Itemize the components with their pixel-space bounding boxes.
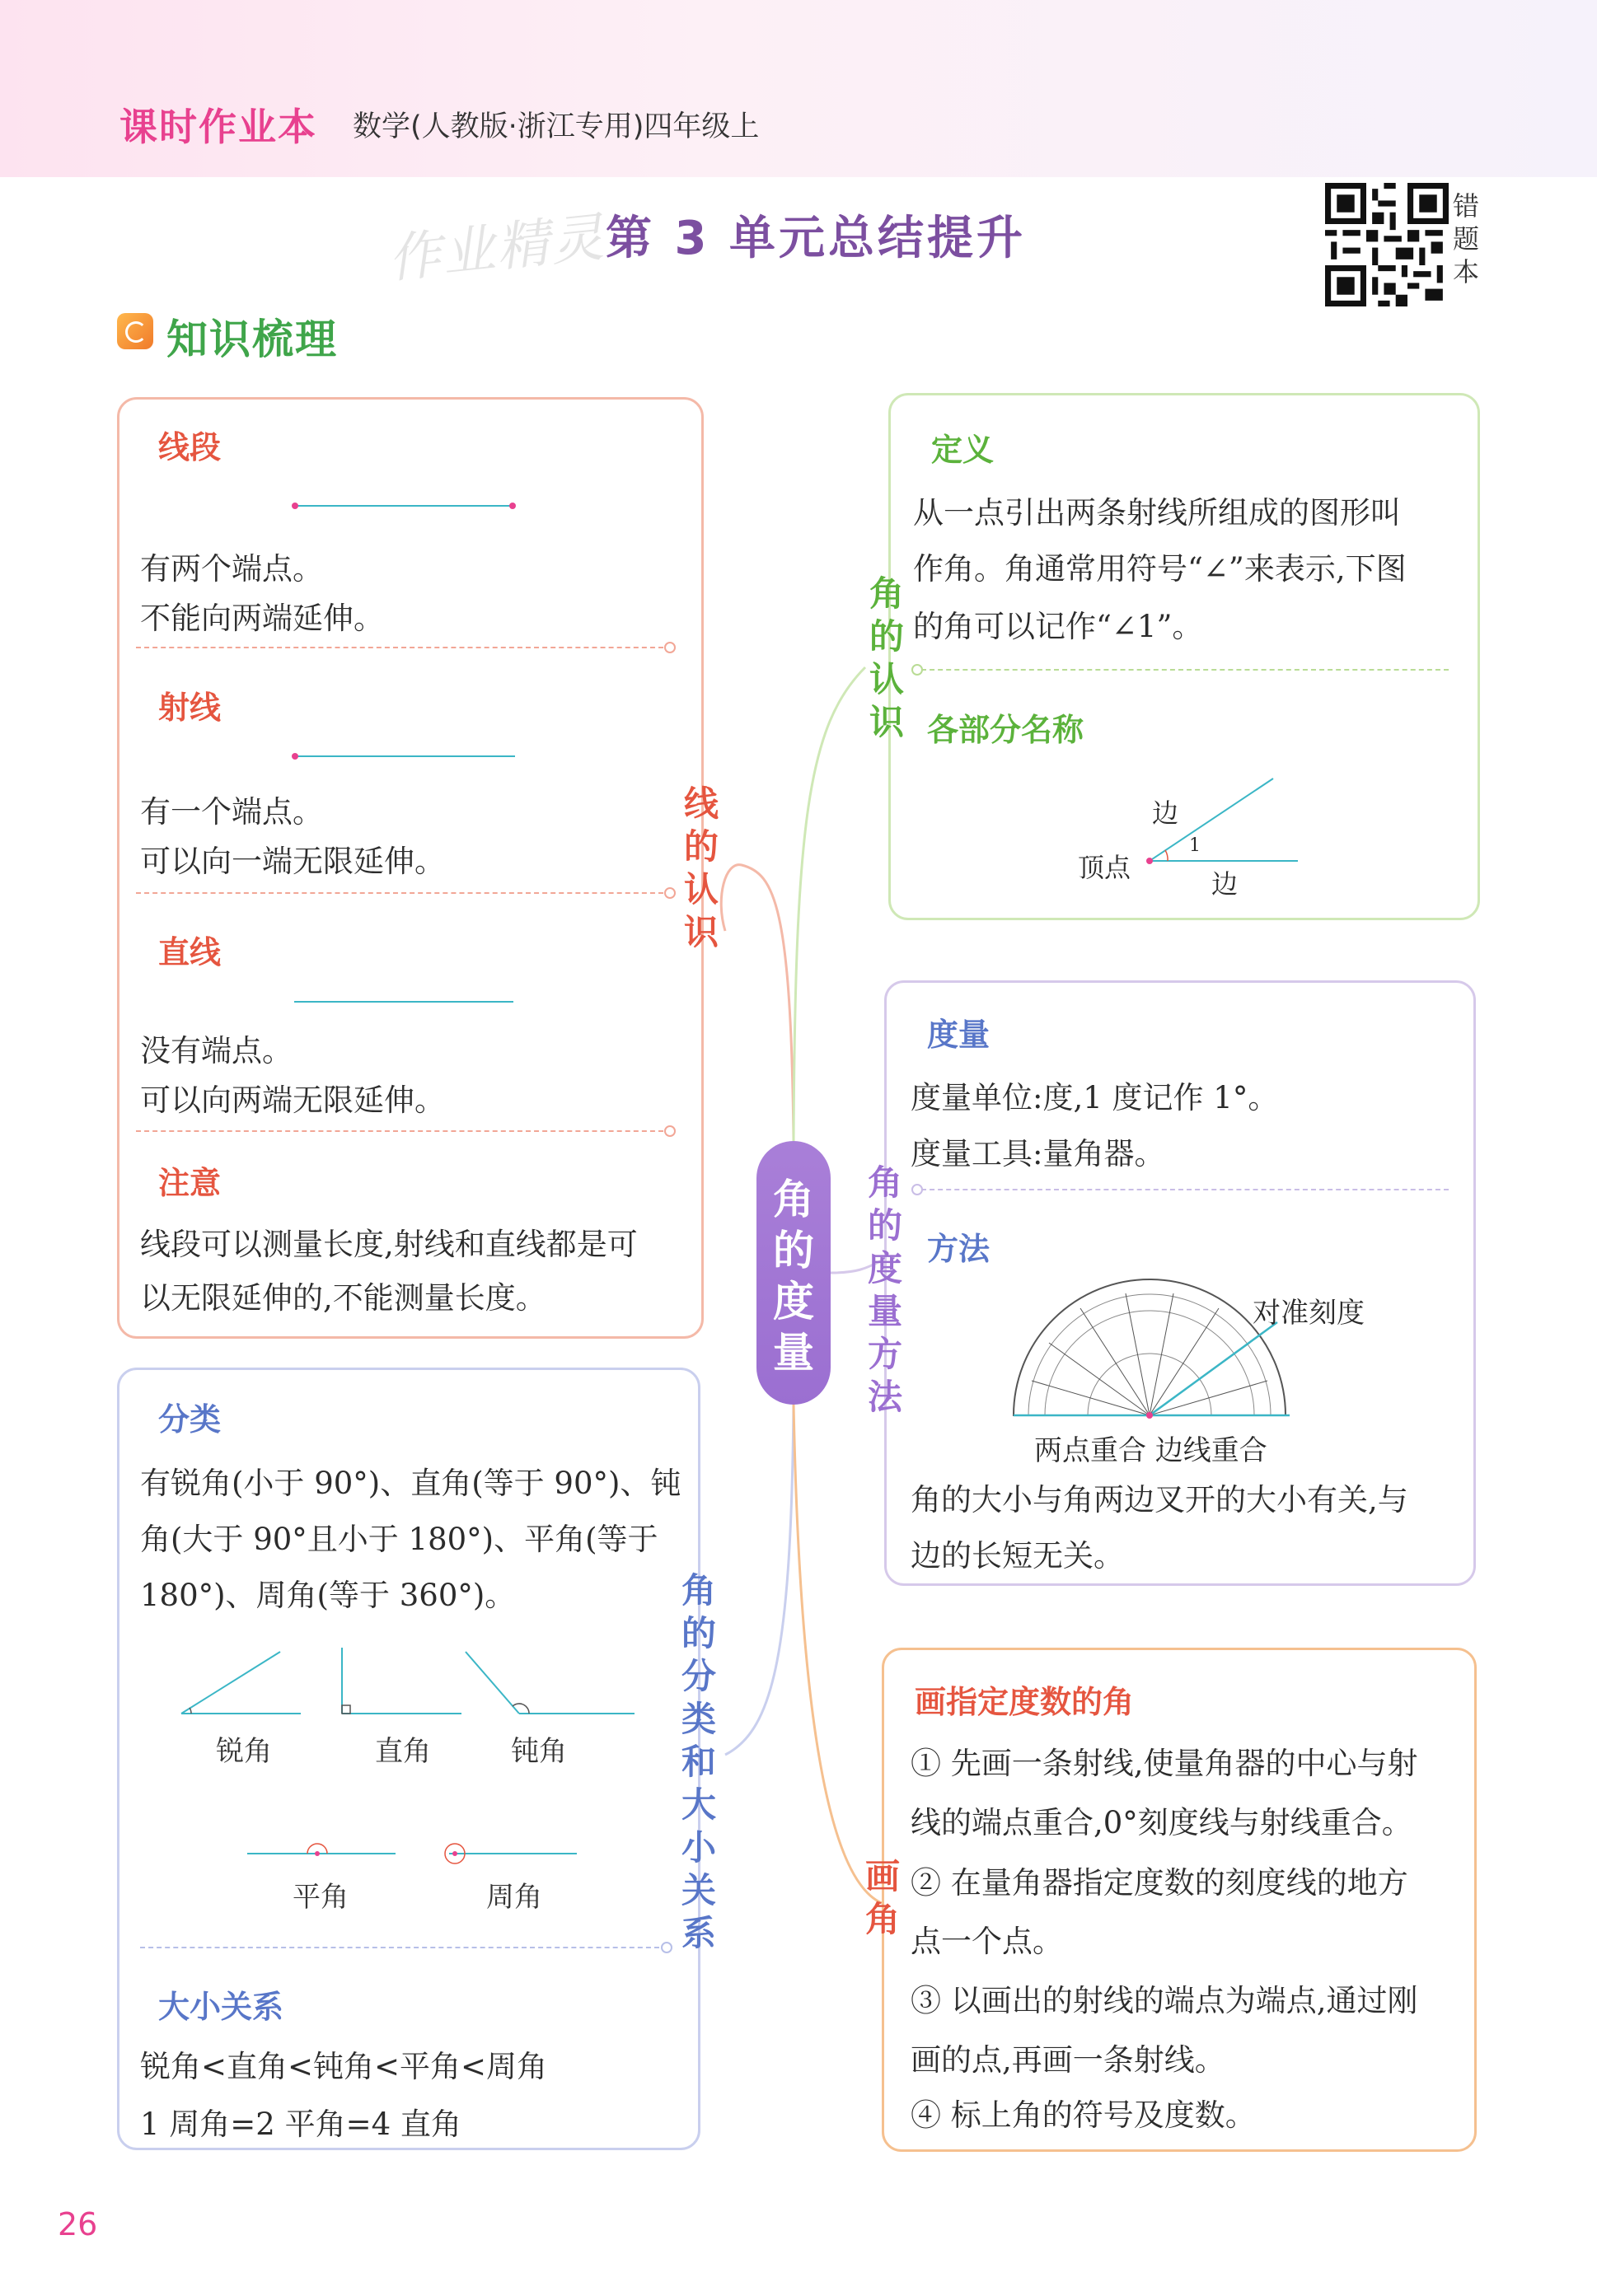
branch-classify-label: 角的分类和大小关系	[681, 1570, 716, 1953]
segment-text-1: 有两个端点。	[140, 551, 323, 587]
note-text-1: 线段可以测量长度,射线和直线都是可	[140, 1227, 638, 1262]
note-title: 注意	[158, 1165, 222, 1201]
align-label: 对准刻度	[1253, 1297, 1365, 1330]
watermark: 作业精灵	[385, 207, 608, 291]
acute-label: 锐角	[216, 1735, 272, 1768]
divider	[136, 892, 663, 894]
side-label-bottom: 边	[1211, 868, 1239, 900]
page-number: 26	[58, 2206, 98, 2242]
relation-text-1: 锐角<直角<钝角<平角<周角	[140, 2049, 548, 2084]
segment-text-2: 不能向两端延伸。	[140, 601, 384, 636]
segment-figure	[288, 498, 519, 514]
straight-angle-label: 平角	[293, 1881, 349, 1914]
draw-step-4: ④ 标上角的符号及度数。	[911, 2097, 1256, 2133]
line-title: 直线	[158, 934, 222, 970]
divider	[136, 1130, 663, 1132]
angle-types-figure	[173, 1648, 643, 1722]
relation-text-2: 1 周角=2 平角=4 直角	[140, 2107, 461, 2142]
segment-title: 线段	[158, 429, 222, 465]
measure-conclusion-1: 角的大小与角两边叉开的大小有关,与	[911, 1482, 1408, 1517]
ray-figure	[288, 748, 519, 765]
book-info: 数学(人教版·浙江专用)四年级上	[353, 110, 760, 143]
method-title: 方法	[927, 1231, 991, 1267]
draw-step-3a: ③ 以画出的射线的端点为端点,通过刚	[911, 1983, 1418, 2018]
coincide-label: 两点重合 边线重合	[1034, 1434, 1267, 1467]
ray-text-2: 可以向一端无限延伸。	[140, 844, 445, 879]
unit-title: 第 3 单元总结提升	[606, 212, 1026, 265]
branch-angle-intro-label: 角的认识	[869, 573, 904, 742]
line-text-1: 没有端点。	[140, 1033, 293, 1069]
round-angle-label: 周角	[486, 1881, 542, 1914]
protractor-figure	[1005, 1277, 1294, 1425]
side-label-top: 边	[1152, 797, 1179, 829]
draw-title: 画指定度数的角	[915, 1684, 1135, 1720]
divider-dot	[664, 642, 676, 653]
brand-title: 课时作业本	[119, 105, 317, 149]
straight-round-figure	[239, 1835, 585, 1868]
line-figure	[293, 995, 515, 1008]
draw-step-1a: ① 先画一条射线,使量角器的中心与射	[911, 1746, 1418, 1781]
branch-draw-label: 画角	[864, 1856, 900, 1939]
draw-step-3b: 画的点,再画一条射线。	[911, 2042, 1225, 2078]
measure-tool: 度量工具:量角器。	[911, 1136, 1165, 1171]
definition-text-2: 作角。角通常用符号“∠”来表示,下图	[913, 551, 1407, 587]
branch-measure-label: 角的度量方法	[867, 1162, 902, 1417]
line-text-2: 可以向两端无限延伸。	[140, 1083, 445, 1118]
divider	[921, 669, 1449, 671]
classify-title: 分类	[158, 1401, 222, 1438]
angle-number-label: 1	[1189, 835, 1201, 856]
note-text-2: 以无限延伸的,不能测量长度。	[140, 1280, 546, 1316]
wrong-questions-label: 错题本	[1453, 190, 1480, 288]
classify-text-1: 有锐角(小于 90°)、直角(等于 90°)、钝	[140, 1466, 681, 1501]
parts-title: 各部分名称	[927, 712, 1084, 748]
divider-dot	[911, 664, 923, 676]
draw-step-2a: ② 在量角器指定度数的刻度线的地方	[911, 1865, 1408, 1901]
ray-text-1: 有一个端点。	[140, 794, 323, 830]
divider	[136, 647, 663, 648]
section-title: 知识梳理	[166, 316, 338, 363]
definition-title: 定义	[931, 432, 995, 468]
measure-conclusion-2: 边的长短无关。	[911, 1538, 1124, 1574]
classify-text-2: 角(大于 90°且小于 180°)、平角(等于	[140, 1522, 658, 1557]
divider-dot	[664, 887, 676, 899]
divider	[921, 1189, 1449, 1190]
ray-title: 射线	[158, 690, 222, 726]
definition-text-3: 的角可以记作“∠1”。	[913, 609, 1203, 644]
right-angle-label: 直角	[375, 1735, 431, 1768]
classify-text-3: 180°)、周角(等于 360°)。	[140, 1578, 516, 1613]
divider-dot	[911, 1184, 923, 1195]
divider-dot	[661, 1942, 672, 1953]
center-topic: 角的度量	[773, 1176, 814, 1377]
measure-title: 度量	[927, 1017, 991, 1053]
divider-dot	[664, 1125, 676, 1137]
draw-step-2b: 点一个点。	[911, 1924, 1063, 1959]
vertex-label: 顶点	[1078, 852, 1131, 883]
measure-unit: 度量单位:度,1 度记作 1°。	[911, 1080, 1279, 1115]
obtuse-label: 钝角	[511, 1735, 567, 1768]
definition-text-1: 从一点引出两条射线所组成的图形叫	[913, 495, 1401, 531]
draw-step-1b: 线的端点重合,0°刻度线与射线重合。	[911, 1805, 1412, 1840]
divider	[140, 1947, 659, 1948]
branch-lines-label: 线的认识	[683, 783, 719, 952]
relation-title: 大小关系	[158, 1989, 284, 2025]
